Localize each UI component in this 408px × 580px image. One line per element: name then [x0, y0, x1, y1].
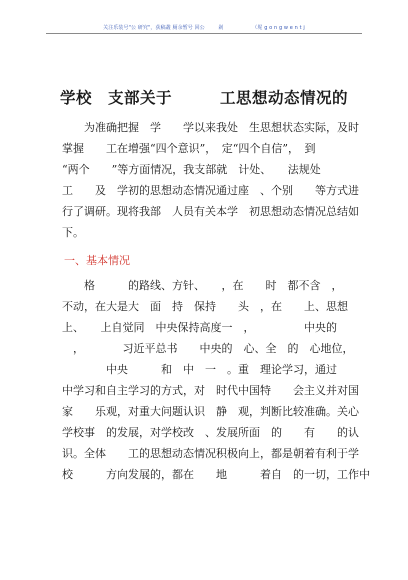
- text-line: ， 习近平总书 中央的 心、全 的 心地位，: [62, 342, 354, 355]
- text-line: 识。全体 工的思想动态情况积极向上，都是朝着有利于学: [62, 447, 359, 460]
- text-line: 家 乐观，对重大问题认识 静 观，判断比较准确。关心: [62, 405, 359, 418]
- text-line: 行了调研。现将我部 人员有关本学 初思想动态情况总结如: [62, 205, 359, 218]
- text-line: 不动，在大是大 面 持 保持 头 ，在 上、思想: [62, 300, 348, 313]
- text-line: “两个 ”等方面情况，我支部就 计处、 法规处: [62, 163, 321, 176]
- document-title: 学校 支部关于 工思想动态情况的: [59, 88, 348, 107]
- basic-situation-paragraph: [62, 275, 370, 485]
- text-line: 掌握 工在增强“四个意识”， 定“四个自信”， 到: [62, 142, 316, 155]
- text-line: 中央 和 中 一 。重 理论学习，通过: [62, 363, 337, 376]
- text-line: 中学习和自主学习的方式，对 时代中国特 会主义并对国: [62, 384, 359, 397]
- text-line: 校 方向发展的，都在 地 着自 的一切，工作中: [62, 468, 370, 481]
- section-heading-basic-situation: 一、基本情况: [64, 254, 130, 267]
- text-line: 格 的路线、方针、 ，在 时 都不含 ，: [62, 279, 343, 292]
- intro-paragraph: [62, 117, 359, 243]
- page-header-note: 关注乐装号"公 研究"，获稿叢 厕余暂号 回公 剁 （坭 g o n g w e n t j: [103, 25, 305, 31]
- text-line: 下。: [62, 226, 84, 239]
- text-line: 工 及 学初的思想动态情况通过座 、个别 等方式进: [62, 184, 359, 197]
- text-line: 上、 上自觉同 中央保持高度一 ， 中央的: [62, 321, 337, 334]
- header-divider: [46, 33, 362, 34]
- text-line: 学校事 的发展，对学校改 、发展所面 的 有 的认: [62, 426, 359, 439]
- text-line: 为准确把握 学 学以来我处 生思想状态实际，及时: [62, 121, 359, 134]
